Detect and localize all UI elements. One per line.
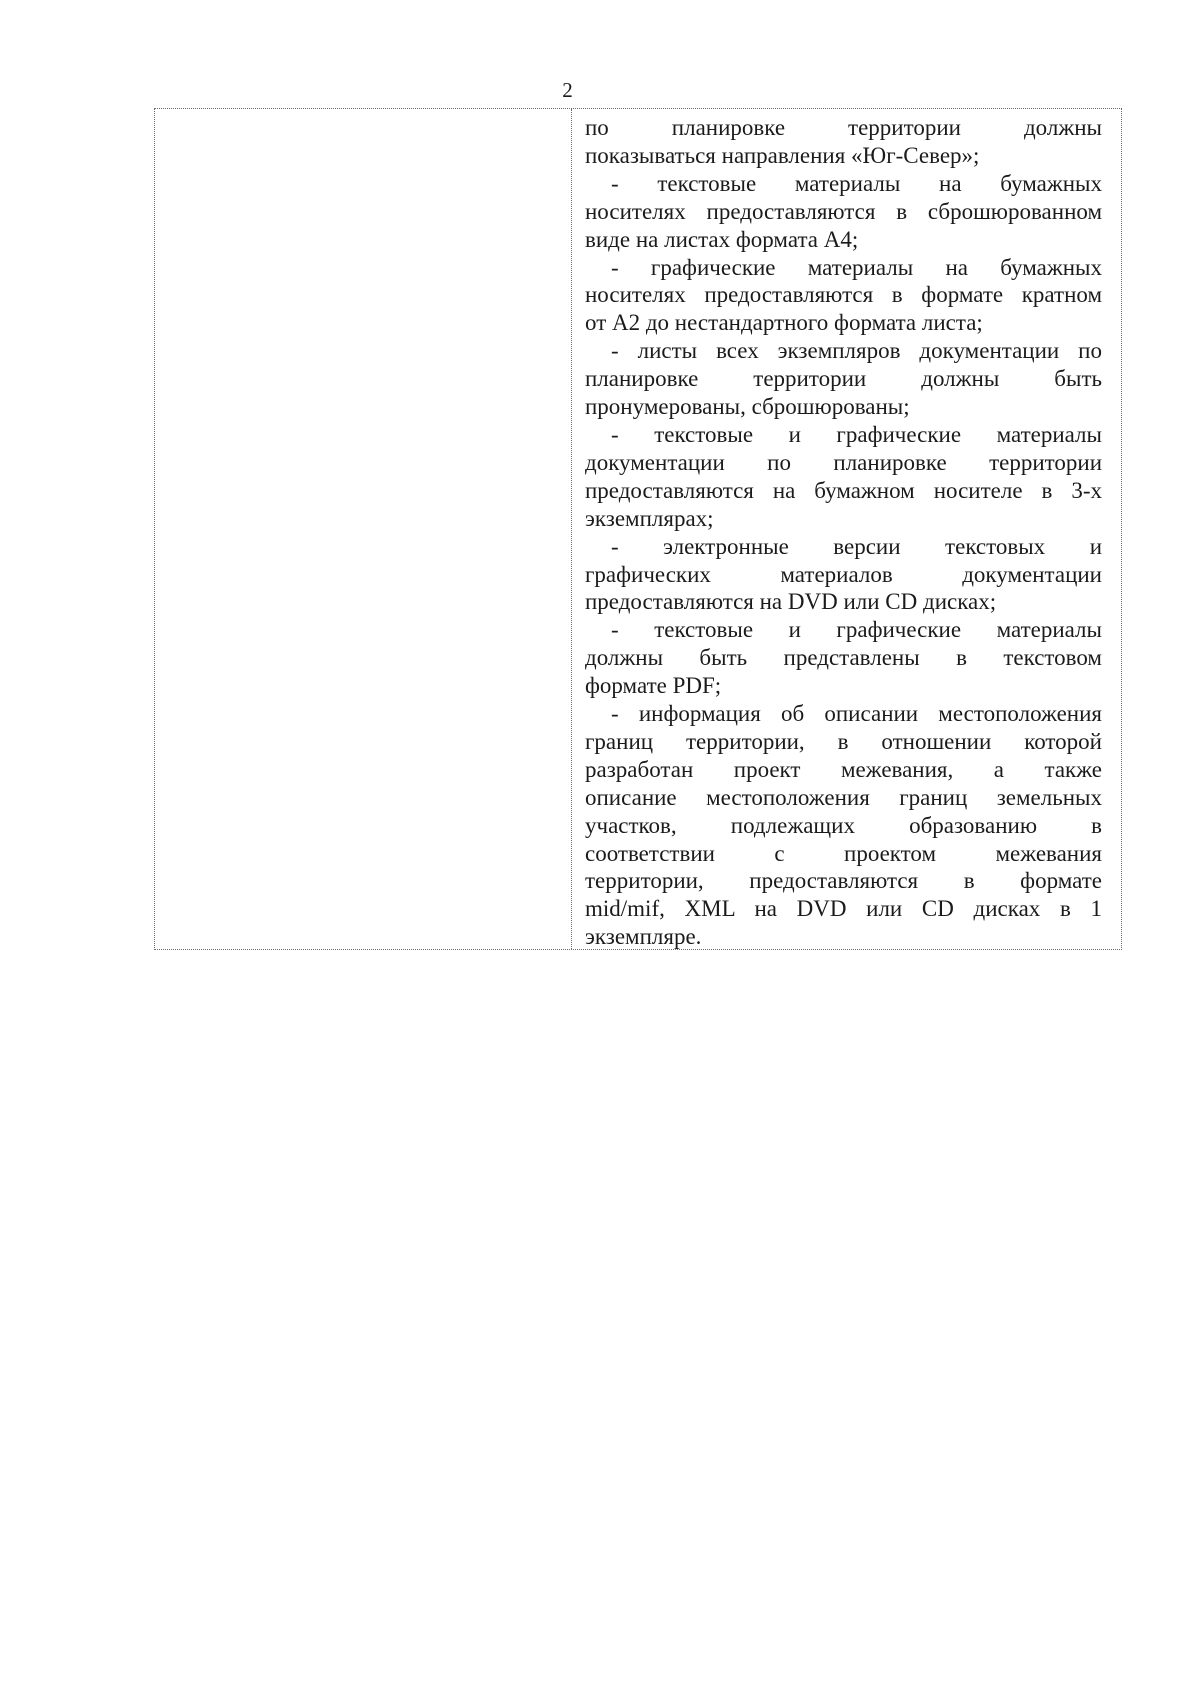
text-line: - графические материалы на бумажных (611, 254, 1102, 280)
page-number: 2 (562, 78, 573, 102)
text-line: участков, подлежащих образованию в (585, 812, 1102, 838)
text-line: разработан проект межевания, а также (585, 756, 1102, 782)
text-line: виде на листах формата А4; (585, 226, 859, 252)
text-line: от А2 до нестандартного формата листа; (585, 310, 983, 336)
text-line: предоставляются на бумажном носителе в 3-х (585, 477, 1102, 503)
text-line: - электронные версии текстовых и (611, 533, 1102, 559)
right-cell-text (585, 114, 1102, 951)
text-line: носителях предоставляются в сброшюрованном (585, 198, 1102, 224)
text-line: документации по планировке территории (585, 449, 1102, 475)
text-line: формате PDF; (585, 673, 722, 699)
paragraph (585, 337, 1102, 421)
text-line: mid/mif, XML на DVD или CD дисках в 1 (585, 896, 1102, 922)
text-line: границ территории, в отношении которой (585, 728, 1102, 754)
paragraph (585, 533, 1102, 617)
text-line: графических материалов документации (585, 561, 1102, 587)
text-line: экземплярах; (585, 505, 714, 531)
text-line: пронумерованы, сброшюрованы; (585, 394, 910, 420)
text-line: описание местоположения границ земельных (585, 784, 1102, 810)
text-line: по планировке территории должны (585, 115, 1102, 140)
text-line: экземпляре. (585, 924, 702, 950)
column-divider (571, 109, 572, 949)
paragraph (585, 170, 1102, 254)
paragraph (585, 700, 1102, 951)
document-table (154, 108, 1122, 950)
text-line: носителях предоставляются в формате кратном (585, 282, 1102, 308)
paragraph (585, 421, 1102, 533)
paragraph (585, 616, 1102, 700)
paragraph (585, 114, 1102, 170)
text-line: - текстовые и графические материалы (611, 617, 1102, 643)
text-line: - текстовые и графические материалы (611, 421, 1102, 447)
text-line: - листы всех экземпляров документации по (611, 338, 1102, 364)
text-line: соответствии с проектом межевания (585, 840, 1102, 866)
text-line: должны быть представлены в текстовом (585, 645, 1102, 671)
text-line: планировке территории должны быть (585, 366, 1102, 392)
paragraph (585, 254, 1102, 338)
text-line: предоставляются на DVD или CD дисках; (585, 589, 997, 615)
text-line: показываться направления «Юг-Север»; (585, 142, 980, 168)
text-line: - текстовые материалы на бумажных (611, 170, 1102, 196)
text-line: - информация об описании местоположения (611, 701, 1102, 727)
text-line: территории, предоставляются в формате (585, 868, 1102, 894)
